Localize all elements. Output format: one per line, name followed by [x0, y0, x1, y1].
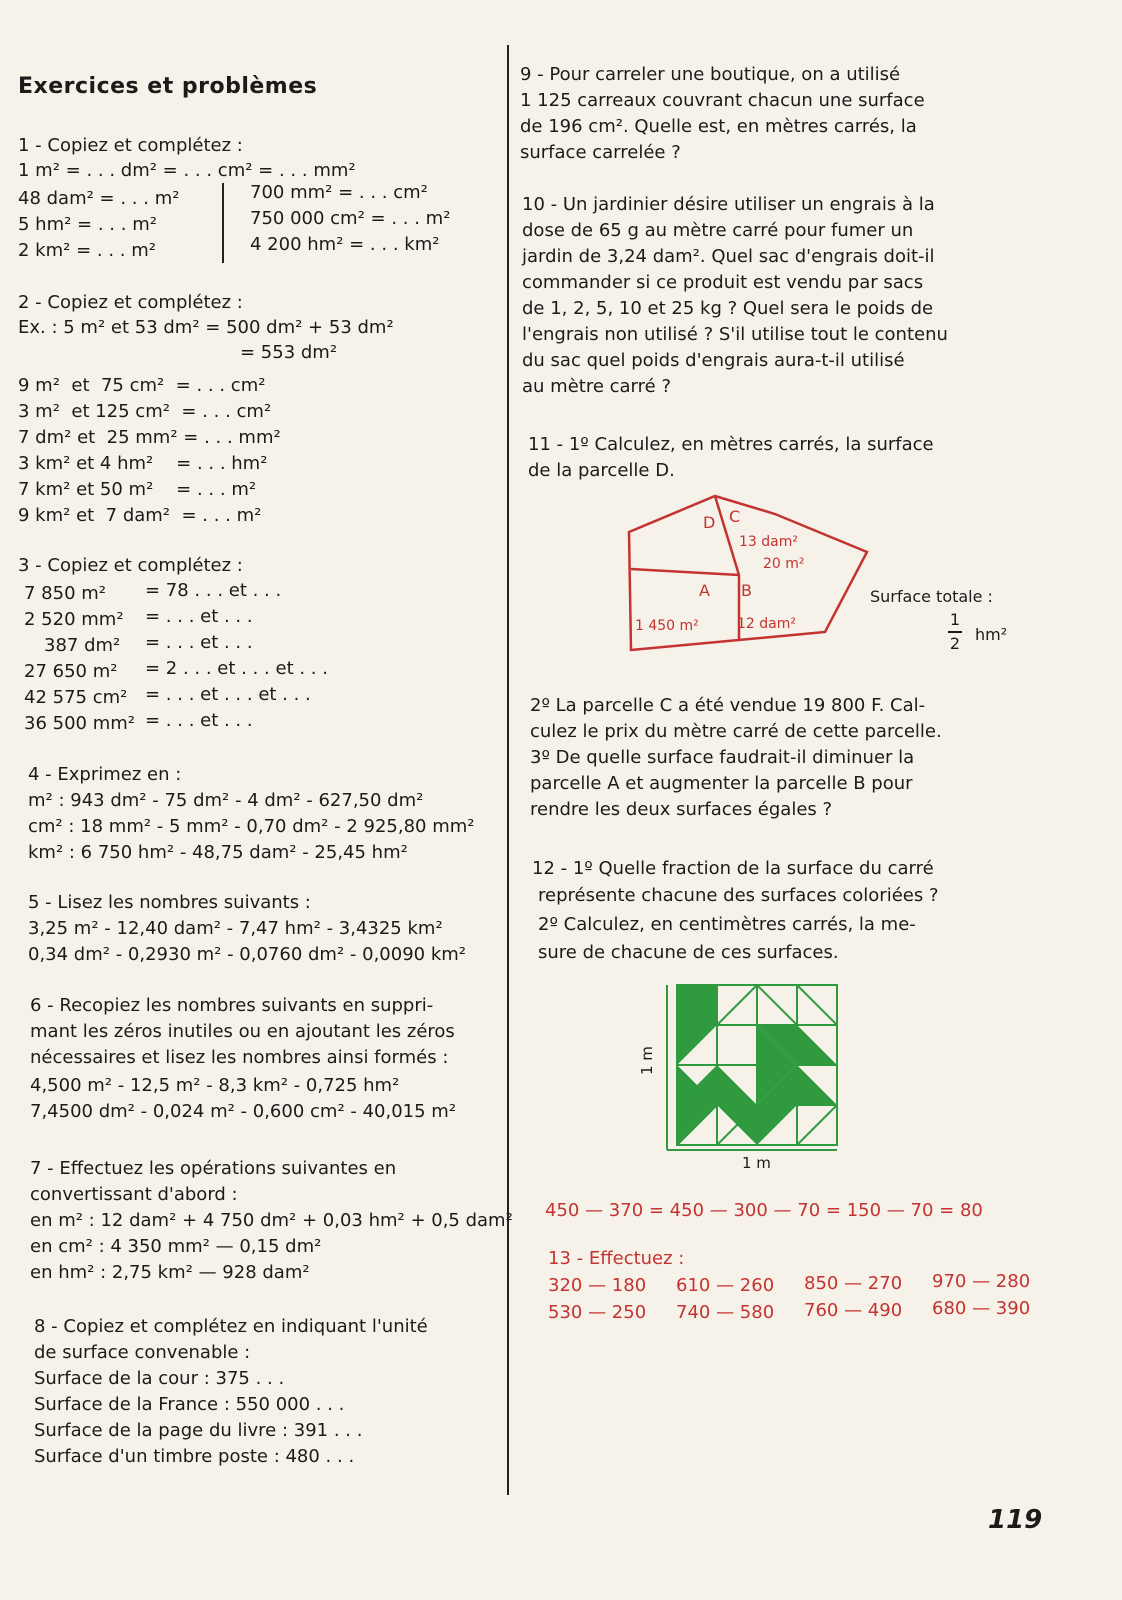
ex4-item: m² : 943 dm² - 75 dm² - 4 dm² - 627,50 dm² — [28, 790, 424, 811]
ex7-line: en hm² : 2,75 km² — 928 dam² — [30, 1262, 310, 1283]
ex11-line: 2º La parcelle C a été vendue 19 800 F. Cal- — [530, 695, 926, 716]
ex8-line: 8 - Copiez et complétez en indiquant l'unité — [34, 1316, 428, 1337]
ex1-line1: 1 m² = . . . dm² = . . . cm² = . . . mm² — [18, 160, 356, 181]
page-number: 119 — [988, 1505, 1043, 1535]
ex6-line: 6 - Recopiez les nombres suivants en suppri- — [30, 995, 434, 1016]
ex8-line: de surface convenable : — [34, 1342, 251, 1363]
ex8-line: Surface d'un timbre poste : 480 . . . — [34, 1446, 355, 1467]
ex12-line: sure de chacune de ces surfaces. — [538, 942, 839, 963]
column-divider — [507, 45, 509, 1495]
ex11-line: culez le prix du mètre carré de cette parcelle. — [530, 721, 942, 742]
ex13-op: 740 — 580 — [676, 1302, 775, 1323]
ex6-line: 4,500 m² - 12,5 m² - 8,3 km² - 0,725 hm² — [30, 1075, 400, 1096]
ex3-right: = . . . et . . . — [145, 606, 253, 627]
ex7-line: en m² : 12 dam² + 4 750 dm² + 0,03 hm² + 0,5 dam² — [30, 1210, 513, 1231]
ex4-item: cm² : 18 mm² - 5 mm² - 0,70 dm² - 2 925,80 mm² — [28, 816, 475, 837]
ex2-heading: 2 - Copiez et complétez : — [18, 292, 243, 313]
ex10-line: dose de 65 g au mètre carré pour fumer un — [522, 220, 914, 241]
ex3-left: 27 650 m² — [24, 661, 118, 682]
ex13-op: 320 — 180 — [548, 1275, 647, 1296]
ex7-line: 7 - Effectuez les opérations suivantes en — [30, 1158, 397, 1179]
ex11-line: parcelle A et augmenter la parcelle B pour — [530, 773, 913, 794]
ex10-line: de 1, 2, 5, 10 et 25 kg ? Quel sera le poids de — [522, 298, 934, 319]
ex3-right: = . . . et . . . — [145, 632, 253, 653]
fraction-denominator: 2 — [949, 633, 961, 653]
ex9-line: 1 125 carreaux couvrant chacun une surface — [520, 90, 925, 111]
fraction-bar — [948, 631, 962, 633]
ex12-line: représente chacune des surfaces coloriées ? — [538, 885, 939, 906]
fraction-numerator: 1 — [949, 610, 961, 629]
ex5-heading: 5 - Lisez les nombres suivants : — [28, 892, 311, 913]
ex3-left: 2 520 mm² — [24, 609, 124, 630]
ex9-line: surface carrelée ? — [520, 142, 681, 163]
ex13-op: 970 — 280 — [932, 1271, 1031, 1292]
ex1-right-2: 750 000 cm² = . . . m² — [250, 208, 451, 229]
parcel-label-a: A — [699, 581, 710, 600]
ex2-item: 3 m² et 125 cm² = . . . cm² — [18, 401, 272, 422]
ex6-line: nécessaires et lisez les nombres ainsi formés : — [30, 1047, 449, 1068]
ex2-item: 3 km² et 4 hm² = . . . hm² — [18, 453, 268, 474]
ex7-line: en cm² : 4 350 mm² — 0,15 dm² — [30, 1236, 322, 1257]
fraction-unit: hm² — [975, 625, 1008, 644]
page-title: Exercices et problèmes — [18, 74, 318, 99]
ex3-right: = . . . et . . . et . . . — [145, 684, 311, 705]
ex1-left-2: 5 hm² = . . . m² — [18, 214, 157, 235]
parcel-b-area: 12 dam² — [737, 616, 796, 632]
ex10-line: l'engrais non utilisé ? S'il utilise tout le contenu — [522, 324, 948, 345]
ex12-line: 2º Calculez, en centimètres carrés, la me- — [538, 914, 916, 935]
ex3-left: 387 dm² — [44, 635, 121, 656]
parcel-diagram — [615, 490, 875, 660]
ex3-right: = 2 . . . et . . . et . . . — [145, 658, 328, 679]
ex3-left: 7 850 m² — [24, 583, 107, 604]
parcel-label-b: B — [741, 581, 752, 600]
ex13-op: 680 — 390 — [932, 1298, 1031, 1319]
ex13-op: 610 — 260 — [676, 1275, 775, 1296]
ex6-line: mant les zéros inutiles ou en ajoutant les zéros — [30, 1021, 455, 1042]
ex13-heading: 13 - Effectuez : — [548, 1248, 685, 1269]
ex3-left: 36 500 mm² — [24, 713, 135, 734]
ex11-line: 11 - 1º Calculez, en mètres carrés, la surface — [528, 434, 934, 455]
ex8-line: Surface de la page du livre : 391 . . . — [34, 1420, 363, 1441]
parcel-a-area: 1 450 m² — [635, 618, 699, 634]
ex10-line: 10 - Un jardinier désire utiliser un engrais à la — [522, 194, 935, 215]
ex3-right: = 78 . . . et . . . — [145, 580, 282, 601]
ex1-right-3: 4 200 hm² = . . . km² — [250, 234, 440, 255]
total-surface-label: Surface totale : — [870, 587, 993, 606]
ex12-line: 12 - 1º Quelle fraction de la surface du carré — [532, 858, 934, 879]
ex2-item: 9 m² et 75 cm² = . . . cm² — [18, 375, 266, 396]
ex10-line: au mètre carré ? — [522, 376, 671, 397]
ex2-item: 9 km² et 7 dam² = . . . m² — [18, 505, 262, 526]
total-surface-fraction — [948, 610, 962, 654]
ex9-line: de 196 cm². Quelle est, en mètres carrés, la — [520, 116, 917, 137]
ex10-line: commander si ce produit est vendu par sacs — [522, 272, 924, 293]
ex2-example-1: Ex. : 5 m² et 53 dm² = 500 dm² + 53 dm² — [18, 317, 394, 338]
ex1-right-1: 700 mm² = . . . cm² — [250, 182, 428, 203]
side-length-label: 1 m — [638, 1046, 656, 1075]
ex4-item: km² : 6 750 hm² - 48,75 dam² - 25,45 hm² — [28, 842, 408, 863]
ex2-item: 7 dm² et 25 mm² = . . . mm² — [18, 427, 281, 448]
ex3-right: = . . . et . . . — [145, 710, 253, 731]
parcel-c-area-2: 20 m² — [763, 556, 805, 572]
ex1-heading: 1 - Copiez et complétez : — [18, 135, 243, 156]
ex8-line: Surface de la cour : 375 . . . — [34, 1368, 285, 1389]
ex10-line: jardin de 3,24 dam². Quel sac d'engrais doit-il — [522, 246, 935, 267]
ex5-item: 0,34 dm² - 0,2930 m² - 0,0760 dm² - 0,0090 km² — [28, 944, 467, 965]
ex13-op: 850 — 270 — [804, 1273, 903, 1294]
ex6-line: 7,4500 dm² - 0,024 m² - 0,600 cm² - 40,015 m² — [30, 1101, 457, 1122]
ex7-line: convertissant d'abord : — [30, 1184, 238, 1205]
ex3-heading: 3 - Copiez et complétez : — [18, 555, 243, 576]
ex9-line: 9 - Pour carreler une boutique, on a utilisé — [520, 64, 901, 85]
calc-example: 450 — 370 = 450 — 300 — 70 = 150 — 70 = 80 — [545, 1200, 983, 1221]
ex10-line: du sac quel poids d'engrais aura-t-il utilisé — [522, 350, 905, 371]
ex11-line: 3º De quelle surface faudrait-il diminuer la — [530, 747, 915, 768]
ex2-example-2: = 553 dm² — [240, 342, 338, 363]
ex2-item: 7 km² et 50 m² = . . . m² — [18, 479, 257, 500]
parcel-label-d: D — [703, 513, 716, 532]
parcel-label-c: C — [729, 507, 741, 526]
ex13-op: 760 — 490 — [804, 1300, 903, 1321]
ex11-line: de la parcelle D. — [528, 460, 675, 481]
ex1-separator — [222, 183, 224, 263]
ex4-heading: 4 - Exprimez en : — [28, 764, 182, 785]
ex13-op: 530 — 250 — [548, 1302, 647, 1323]
ex3-left: 42 575 cm² — [24, 687, 128, 708]
bottom-length-label: 1 m — [742, 1154, 771, 1172]
ex1-left-1: 48 dam² = . . . m² — [18, 188, 180, 209]
parcel-c-area-1: 13 dam² — [739, 534, 798, 550]
square-diagram — [632, 980, 852, 1180]
ex1-left-3: 2 km² = . . . m² — [18, 240, 156, 261]
ex5-item: 3,25 m² - 12,40 dam² - 7,47 hm² - 3,4325 km² — [28, 918, 443, 939]
ex8-line: Surface de la France : 550 000 . . . — [34, 1394, 345, 1415]
ex11-line: rendre les deux surfaces égales ? — [530, 799, 833, 820]
